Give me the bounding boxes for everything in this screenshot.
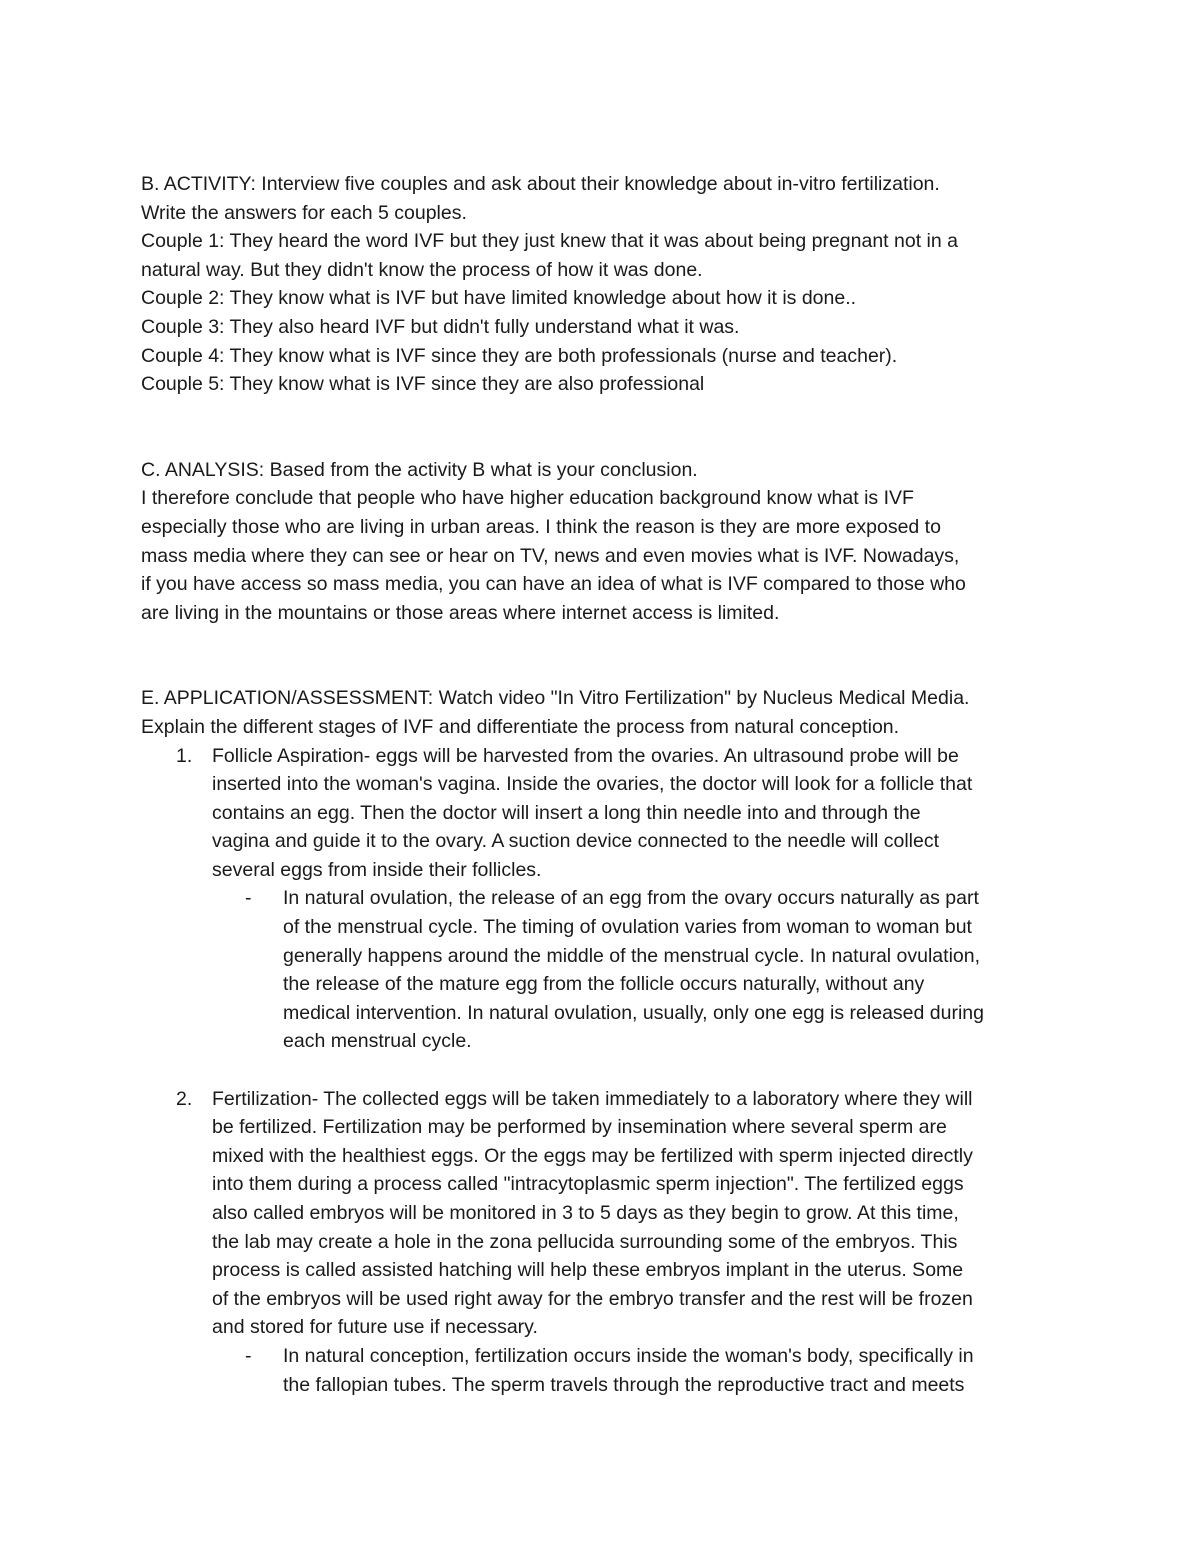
dash-bullet: - (245, 1344, 252, 1367)
sub-item-natural-ovulation (141, 884, 1071, 1056)
list-item-text: process is called assisted hatching will help these embryos implant in the uterus. Some (212, 1259, 964, 1282)
sub-item-text: medical intervention. In natural ovulation, usually, only one egg is released during (283, 1001, 984, 1024)
list-item-text: inserted into the woman's vagina. Inside the ovaries, the doctor will look for a follicle that (212, 773, 973, 796)
application-section (141, 684, 1071, 1399)
analysis-text: I therefore conclude that people who have higher education background know what is IVF (141, 487, 914, 510)
list-item-text: several eggs from inside their follicles. (212, 858, 542, 881)
list-item-text: also called embryos will be monitored in 3 to 5 days as they begin to grow. At this time, (212, 1202, 959, 1224)
couple-4-answer: Couple 4: They know what is IVF since they are both professionals (nurse and teacher). (141, 344, 898, 367)
couple-1-answer-cont: natural way. But they didn't know the process of how it was done. (141, 258, 703, 281)
couple-2-answer: Couple 2: They know what is IVF but have limited knowledge about how it is done.. (141, 287, 857, 310)
activity-section (141, 170, 1071, 399)
sub-item-text: generally happens around the middle of the menstrual cycle. In natural ovulation, (283, 944, 981, 967)
list-item-follicle-aspiration (141, 742, 1071, 885)
application-instruction: Explain the different stages of IVF and differentiate the process from natural conception. (141, 715, 900, 738)
analysis-text: mass media where they can see or hear on TV, news and even movies what is IVF. Nowadays, (141, 544, 960, 567)
activity-heading: B. ACTIVITY: Interview five couples and ask about their knowledge about in-vitro fertilization. (141, 173, 940, 195)
application-heading: E. APPLICATION/ASSESSMENT: Watch video "In Vitro Fertilization" by Nucleus Medical Media. (141, 687, 970, 710)
dash-bullet: - (245, 887, 252, 910)
list-item-text: be fertilized. Fertilization may be performed by insemination where several sperm are (212, 1116, 947, 1139)
couple-5-answer: Couple 5: They know what is IVF since they are also professional (141, 373, 705, 396)
sub-item-text: of the menstrual cycle. The timing of ovulation varies from woman to woman but (283, 916, 972, 939)
couple-1-answer: Couple 1: They heard the word IVF but they just knew that it was about being pregnant not in a (141, 230, 958, 253)
analysis-text: especially those who are living in urban areas. I think the reason is they are more exposed to (141, 515, 941, 538)
list-item-text: the lab may create a hole in the zona pellucida surrounding some of the embryos. This (212, 1230, 958, 1253)
list-item-text: vagina and guide it to the ovary. A suction device connected to the needle will collect (212, 830, 940, 853)
analysis-heading: C. ANALYSIS: Based from the activity B what is your conclusion. (141, 458, 698, 481)
sub-item-text: the release of the mature egg from the follicle occurs naturally, without any (283, 973, 925, 996)
list-item-text: mixed with the healthiest eggs. Or the eggs may be fertilized with sperm injected directly (212, 1144, 973, 1167)
analysis-text: are living in the mountains or those areas where internet access is limited. (141, 601, 780, 624)
list-item-text: of the embryos will be used right away for the embryo transfer and the rest will be frozen (212, 1287, 973, 1310)
list-item-text: contains an egg. Then the doctor will insert a long thin needle into and through the (212, 801, 921, 824)
list-number: 2. (176, 1087, 193, 1110)
list-item-text: and stored for future use if necessary. (212, 1316, 538, 1339)
document-page (141, 170, 1071, 1399)
activity-instruction: Write the answers for each 5 couples. (141, 201, 467, 224)
sub-item-text: In natural conception, fertilization occurs inside the woman's body, specifically in (283, 1344, 974, 1367)
couple-3-answer: Couple 3: They also heard IVF but didn't fully understand what it was. (141, 315, 740, 338)
sub-item-text: In natural ovulation, the release of an egg from the ovary occurs naturally as part (283, 887, 979, 910)
list-item-text: into them during a process called "intracytoplasmic sperm injection". The fertilized eggs (212, 1173, 964, 1196)
sub-item-text: the fallopian tubes. The sperm travels through the reproductive tract and meets (283, 1373, 965, 1396)
list-item-text: Follicle Aspiration- eggs will be harvested from the ovaries. An ultrasound probe will be (212, 744, 959, 767)
analysis-section (141, 456, 1071, 628)
sub-item-natural-conception (141, 1342, 1071, 1399)
list-number: 1. (176, 744, 193, 767)
list-item-fertilization (141, 1085, 1071, 1342)
list-item-text: Fertilization- The collected eggs will be taken immediately to a laboratory where they will (212, 1087, 973, 1110)
sub-item-text: each menstrual cycle. (283, 1030, 472, 1053)
analysis-text: if you have access so mass media, you can have an idea of what is IVF compared to those who (141, 573, 966, 596)
